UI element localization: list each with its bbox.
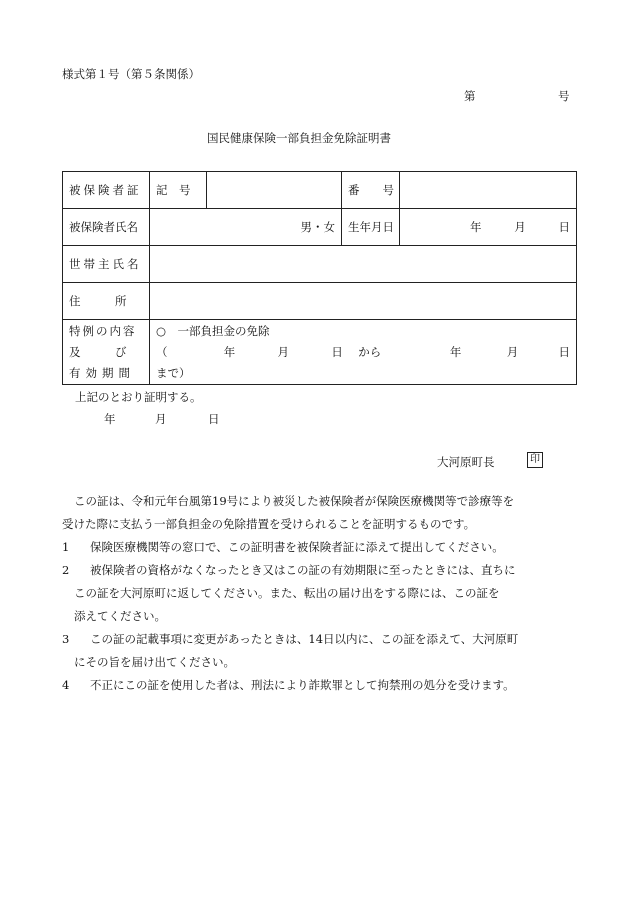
address-label: 住 所 [63, 283, 150, 320]
sex-selector[interactable]: 男・女 [300, 220, 335, 234]
address-value[interactable] [150, 283, 577, 320]
kara-label: から [358, 344, 382, 359]
form-number: 様式第１号（第５条関係） [62, 67, 200, 81]
exemption-row [63, 320, 577, 385]
notes-intro-line2: 受けた際に支払う一部負担金の免除措置を受けられることを証明するものです。 [62, 517, 476, 531]
note-3-text-line2: にその旨を届け出てください。 [74, 655, 235, 669]
note-3-number: 3 [62, 632, 70, 646]
serial-dai: 第 [464, 89, 476, 103]
note-3-text-line1: この証の記載事項に変更があったときは、14日以内に、この証を添えて、大河原町 [90, 632, 519, 646]
note-4-number: 4 [62, 678, 70, 692]
note-1-number: 1 [62, 540, 70, 554]
exemption-period-line [150, 342, 576, 363]
end-month-label: 月 [506, 344, 519, 359]
start-month-label: 月 [277, 344, 290, 359]
note-4-text: 不正にこの証を使用した者は、刑法により詐欺罪として拘禁刑の処分を受けます。 [90, 678, 515, 692]
kigo-label: 記 号 [150, 172, 207, 209]
note-item-3 [62, 628, 574, 674]
exemption-content [150, 320, 577, 385]
exemption-content-line1: ○ 一部負担金の免除 [156, 323, 270, 338]
note-2-number: 2 [62, 563, 70, 577]
birthdate-label: 生年月日 [342, 209, 400, 246]
householder-value[interactable] [150, 246, 577, 283]
householder-row [63, 246, 577, 283]
insurance-card-label: 被保険者証 [63, 172, 150, 209]
birth-month-label: 月 [514, 220, 526, 234]
certificate-table [62, 171, 577, 385]
exemption-content-line3: まで） [156, 365, 191, 380]
address-row [63, 283, 577, 320]
exemption-label-line2: 及 び [69, 344, 127, 359]
exemption-label [63, 320, 150, 385]
note-item-1 [62, 536, 574, 559]
issuer-name: 大河原町長 [437, 455, 495, 469]
birth-day-label: 日 [558, 220, 570, 234]
note-item-4 [62, 674, 574, 697]
householder-label: 世帯主氏名 [63, 246, 150, 283]
note-2-text-line3: 添えてください。 [74, 609, 166, 623]
certify-day: 日 [208, 412, 220, 426]
note-1-text: 保険医療機関等の窓口で、この証明書を被保険者証に添えて提出してください。 [90, 540, 504, 554]
birth-year-label: 年 [470, 220, 482, 234]
bango-label: 番 号 [342, 172, 400, 209]
note-2-text-line2: この証を大河原町に返してください。また、転出の届け出をする際には、この証を [74, 586, 500, 600]
start-year-label: 年 [223, 344, 236, 359]
certify-year: 年 [104, 412, 116, 426]
exemption-label-line1: 特例の内容 [69, 323, 137, 338]
notes-intro-line1: この証は、令和元年台風第19号により被災した被保険者が保険医療機関等で診療等を [74, 494, 515, 508]
insured-name-row [63, 209, 577, 246]
seal-mark: 印 [527, 452, 543, 468]
certify-text: 上記のとおり証明する。 [75, 390, 202, 404]
page-title: 国民健康保険一部負担金免除証明書 [207, 131, 391, 145]
kigo-value[interactable] [207, 172, 342, 209]
paren-open: （ [156, 344, 168, 359]
bango-value[interactable] [400, 172, 577, 209]
notes-section [62, 490, 574, 697]
note-item-2 [62, 559, 574, 628]
start-day-label: 日 [331, 344, 343, 359]
note-2-text-line1: 被保険者の資格がなくなったとき又はこの証の有効期限に至ったときには、直ちに [90, 563, 516, 577]
exemption-label-line3: 有効期間 [69, 365, 135, 380]
end-year-label: 年 [449, 344, 462, 359]
serial-go: 号 [558, 89, 570, 103]
insurance-card-row [63, 172, 577, 209]
certify-month: 月 [155, 412, 167, 426]
end-day-label: 日 [558, 344, 570, 359]
birthdate-value[interactable] [400, 209, 577, 246]
insured-name-value[interactable] [150, 209, 342, 246]
insured-name-label: 被保険者氏名 [63, 209, 150, 246]
